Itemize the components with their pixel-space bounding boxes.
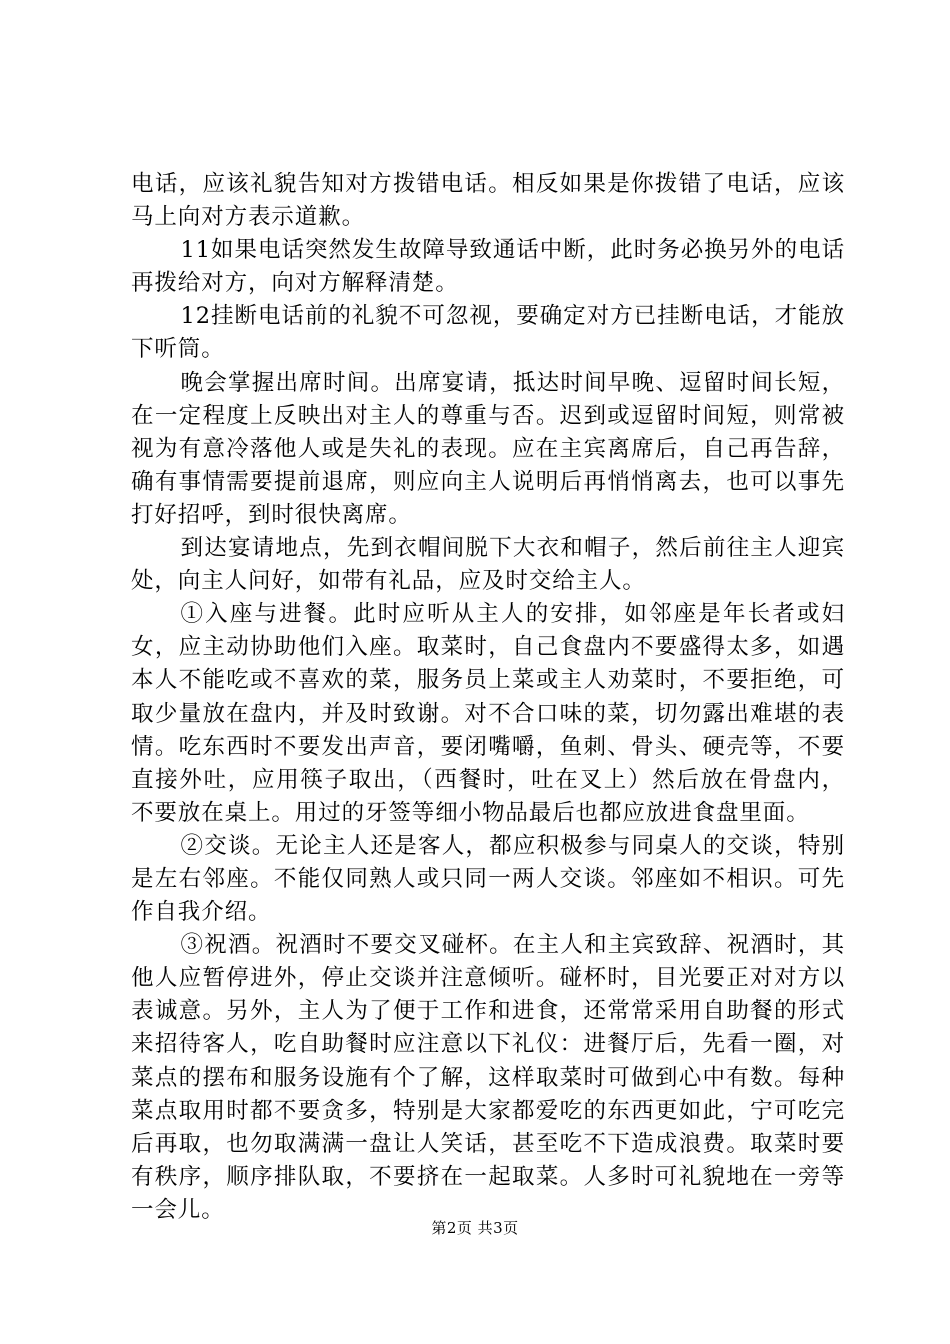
page-number: 第2页 共3页: [431, 1219, 519, 1237]
page-footer: [0, 1218, 950, 1238]
paragraph-6: ①入座与进餐。此时应听从主人的安排，如邻座是年长者或妇女，应主动协助他们入座。取菜时，自己食盘内不要盛得太多，如遇本人不能吃或不喜欢的菜，服务员上菜或主人劝菜时，不要拒绝，可取少量放在盘内，并及时致谢。对不合口味的菜，切勿露出难堪的表情。吃东西时不要发出声音，要闭嘴嚼，鱼刺、骨头、硬壳等，不要直接外吐，应用筷子取出，（西餐时，吐在叉上）然后放在骨盘内，不要放在桌上。用过的牙签等细小物品最后也都应放进食盘里面。: [131, 601, 845, 826]
paragraph-1: 电话，应该礼貌告知对方拨错电话。相反如果是你拨错了电话，应该马上向对方表示道歉。: [131, 171, 845, 231]
body-text: [131, 168, 845, 1227]
paragraph-8: ③祝酒。祝酒时不要交叉碰杯。在主人和主宾致辞、祝酒时，其他人应暂停进外，停止交谈并注意倾听。碰杯时，目光要正对对方以表诚意。另外，主人为了便于工作和进食，还常常采用自助餐的形式来招待客人，吃自助餐时应注意以下礼仪：进餐厅后，先看一圈，对菜点的摆布和服务设施有个了解，这样取菜时可做到心中有数。每种菜点取用时都不要贪多，特别是大家都爱吃的东西更如此，宁可吃完后再取，也勿取满满一盘让人笑话，甚至吃不下造成浪费。取菜时要有秩序，顺序排队取，不要挤在一起取菜。人多时可礼貌地在一旁等一会儿。: [131, 932, 845, 1223]
paragraph-3: 12挂断电话前的礼貌不可忽视，要确定对方已挂断电话，才能放下听筒。: [131, 303, 845, 363]
paragraph-4: 晚会掌握出席时间。出席宴请，抵达时间早晚、逗留时间长短，在一定程度上反映出对主人的尊重与否。迟到或逗留时间短，则常被视为有意冷落他人或是失礼的表现。应在主宾离席后，自己再告辞，确有事情需要提前退席，则应向主人说明后再悄悄离去，也可以事先打好招呼，到时很快离席。: [131, 369, 845, 528]
paragraph-5: 到达宴请地点，先到衣帽间脱下大衣和帽子，然后前往主人迎宾处，向主人问好，如带有礼品，应及时交给主人。: [131, 535, 845, 595]
paragraph-2: 11如果电话突然发生故障导致通话中断，此时务必换另外的电话再拨给对方，向对方解释清楚。: [131, 237, 845, 297]
paragraph-7: ②交谈。无论主人还是客人，都应积极参与同桌人的交谈，特别是左右邻座。不能仅同熟人或只同一两人交谈。邻座如不相识。可先作自我介绍。: [131, 832, 845, 926]
